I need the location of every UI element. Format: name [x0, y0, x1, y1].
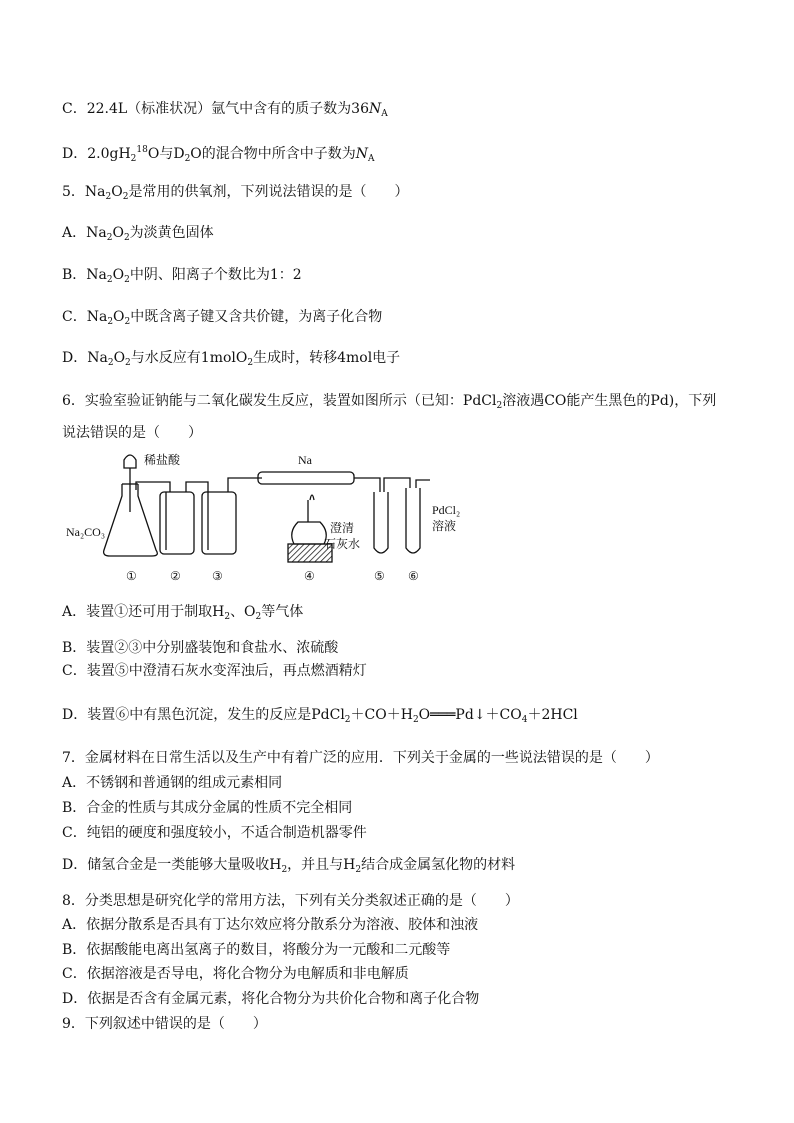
apparatus-figure [62, 452, 482, 588]
text-line-q6c: C．装置⑤中澄清石灰水变浑浊后，再点燃酒精灯 [62, 663, 367, 679]
text-line-q9: 9．下列叙述中错误的是（ ） [62, 1016, 267, 1032]
text-line-q4d: D．$2.0gH_2^{18}O$与$D_2O$的混合物中所含中子数为$N_A$ [62, 145, 375, 164]
text-line-q5d: D．$Na_2O_2$与水反应有1molO$_2$生成时，转移4mol电子 [62, 350, 401, 368]
text-line-q4c: C．22.4L（标准状况）氩气中含有的质子数为$36N_A$ [62, 101, 388, 119]
text-line-q7d: D．储氢合金是一类能够大量吸收$H_2$，并且与$H_2$结合成金属氢化物的材料 [62, 857, 516, 875]
text-line-q6a: A．装置①还可用于制取$H_2$、$O_2$等气体 [62, 604, 304, 622]
text-line-q6b: 说法错误的是（ ） [62, 425, 202, 441]
label-limewater-1: 澄清 [330, 521, 355, 535]
label-limewater-2: 石灰水 [324, 537, 361, 551]
text-line-q5c: C．$Na_2O_2$中既含离子键又含共价键，为离子化合物 [62, 309, 383, 327]
text-line-q7: 7．金属材料在日常生活以及生产中有着广泛的应用．下列关于金属的一些说法错误的是（ ） [62, 750, 659, 766]
num-6: ⑥ [408, 569, 419, 583]
num-4: ④ [304, 569, 315, 583]
text-line-q5: 5．$Na_2O_2$是常用的供氧剂，下列说法错误的是（ ） [62, 184, 409, 202]
label-na2co3: Na₂CO₃ [66, 525, 106, 539]
text-line-q7a: A．不锈钢和普通钢的组成元素相同 [62, 775, 283, 791]
label-solution: 溶液 [432, 519, 457, 533]
text-line-q6d: D．装置⑥中有黑色沉淀，发生的反应是$PdCl_2+CO+H_2O═══Pd↓+CO_4+2HCl$ [62, 707, 578, 725]
text-line-q8a: A．依据分散系是否具有丁达尔效应将分散系分为溶液、胶体和浊液 [62, 917, 479, 933]
bottle-2 [160, 492, 194, 554]
test-tube-5 [374, 492, 388, 553]
text-line-q7c: C．纯铝的硬度和强度较小，不适合制造机器零件 [62, 825, 367, 841]
reaction-tube [258, 472, 354, 484]
text-line-q6: 6．实验室验证钠能与二氧化碳发生反应，装置如图所示（已知：PdCl$_2$溶液遇CO能产生黑色的Pd)，下列 [62, 393, 717, 411]
text-line-q5a: A．$Na_2O_2$为淡黄色固体 [62, 225, 214, 243]
text-line-q5b: B．$Na_2O_2$中阴、阳离子个数比为1：2 [62, 267, 302, 285]
bottle-3 [202, 492, 236, 554]
text-line-q8d: D．依据是否含有金属元素，将化合物分为共价化合物和离子化合物 [62, 991, 480, 1007]
num-2: ② [170, 569, 181, 583]
label-na: Na [298, 453, 312, 467]
alcohol-lamp [292, 522, 327, 544]
label-pdcl2: PdCl₂ [432, 503, 461, 517]
text-line-q6bb: B．装置②③中分别盛装饱和食盐水、浓硫酸 [62, 640, 339, 656]
num-5: ⑤ [374, 569, 385, 583]
text-line-q8b: B．依据酸能电离出氢离子的数目，将酸分为一元酸和二元酸等 [62, 942, 451, 958]
label-acid: 稀盐酸 [144, 453, 181, 467]
text-line-q8c: C．依据溶液是否导电，将化合物分为电解质和非电解质 [62, 966, 409, 982]
test-tube-6 [406, 488, 420, 553]
text-line-q7b: B．合金的性质与其成分金属的性质不完全相同 [62, 800, 353, 816]
num-3: ③ [212, 569, 223, 583]
text-line-q8: 8．分类思想是研究化学的常用方法，下列有关分类叙述正确的是（ ） [62, 893, 519, 909]
num-1: ① [126, 569, 137, 583]
